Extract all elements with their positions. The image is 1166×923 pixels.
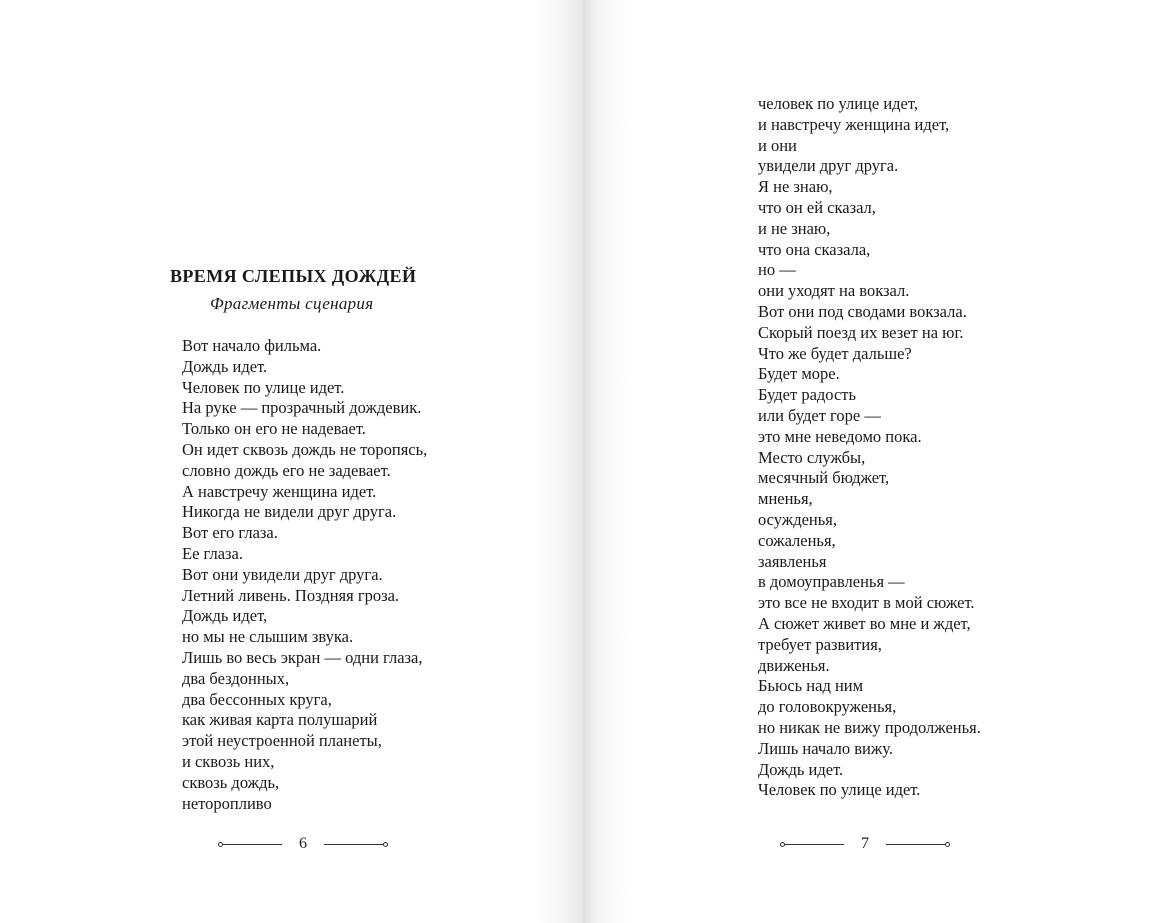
verse-line: Никогда не видели друг друга. <box>182 502 397 522</box>
verse-line: На руке — прозрачный дождевик. <box>182 398 422 418</box>
verse-line: сожаленья, <box>758 530 836 550</box>
verse-line: что он ей сказал, <box>758 197 876 217</box>
page-number: 6 <box>299 835 307 852</box>
verse-line: они уходят на вокзал. <box>758 281 910 301</box>
verse-line: человек по улице идет, <box>758 94 918 113</box>
verse-line: Место службы, <box>758 447 866 467</box>
verse-line: Человек по улице идет. <box>758 780 921 800</box>
verse-line: Лишь начало вижу. <box>758 738 893 758</box>
verse-line: что она сказала, <box>758 239 871 259</box>
verse-line: сквозь дождь, <box>182 772 280 792</box>
verse-line: и сквозь них, <box>182 751 275 771</box>
verse-line: Лишь во весь экран — одни глаза, <box>182 647 423 667</box>
verse-line: месячный бюджет, <box>758 468 890 488</box>
verse-line: Что же будет дальше? <box>758 343 912 363</box>
verse-line: два бессонных круга, <box>182 689 332 709</box>
verse-line: Будет радость <box>758 385 857 405</box>
verse-line: Будет море. <box>758 364 840 384</box>
verse-line: и они <box>758 135 797 155</box>
verse-line: неторопливо <box>182 793 272 813</box>
verse-line: Дождь идет. <box>758 759 844 779</box>
verse-line: Дождь идет. <box>182 356 268 376</box>
page-footer <box>780 834 950 854</box>
verse-line: до головокруженья, <box>758 697 897 717</box>
verse-line: как живая карта полушарий <box>182 710 378 730</box>
ornament-right <box>886 842 950 847</box>
verse-line: Вот его глаза. <box>182 523 278 543</box>
right-page <box>583 0 1166 923</box>
verse-line: Он идет сквозь дождь не торопясь, <box>182 439 428 459</box>
verse-line: Ее глаза. <box>182 543 243 563</box>
verse-line: этой неустроенной планеты, <box>182 731 382 751</box>
verse-line: но — <box>758 260 796 280</box>
verse-line: но никак не вижу продолженья. <box>758 717 981 737</box>
verse-line: Дождь идет, <box>182 606 268 626</box>
poem-title: ВРЕМЯ СЛЕПЫХ ДОЖДЕЙ <box>170 266 417 286</box>
verse-line: Скорый поезд их везет на юг. <box>758 322 964 342</box>
verse-line: Бьюсь над ним <box>758 676 864 696</box>
page-footer <box>218 834 388 854</box>
verse-line: и не знаю, <box>758 218 831 238</box>
verse-line: увидели друг друга. <box>758 156 899 176</box>
verse-line: Только он его не надевает. <box>182 419 366 439</box>
verse-line: это все не входит в мой сюжет. <box>758 593 975 613</box>
verse-line: но мы не слышим звука. <box>182 627 354 647</box>
verse-line: Летний ливень. Поздняя гроза. <box>182 585 400 605</box>
verse-line: мненья, <box>758 489 813 509</box>
verse-line: требует развития, <box>758 634 882 654</box>
page-number: 7 <box>861 835 869 852</box>
verse-line: осужденья, <box>758 509 837 529</box>
verse-line: в домоуправленья — <box>758 572 905 592</box>
verse-line: движенья. <box>758 655 830 675</box>
verse-line: Вот они увидели друг друга. <box>182 564 383 584</box>
verse-line: словно дождь его не задевает. <box>182 460 391 480</box>
ornament-right <box>324 842 388 847</box>
verse-line: А навстречу женщина идет. <box>182 481 377 501</box>
verse-line: А сюжет живет во мне и ждет, <box>758 613 971 633</box>
verse-line: это мне неведомо пока. <box>758 426 922 446</box>
verse-line: Вот начало фильма. <box>182 336 322 355</box>
verse-line: и навстречу женщина идет, <box>758 114 950 134</box>
right-verse <box>758 94 981 801</box>
verse-line: два бездонных, <box>182 668 290 688</box>
left-verse <box>182 336 427 814</box>
verse-line: Я не знаю, <box>758 177 833 197</box>
verse-line: Вот они под сводами вокзала. <box>758 301 967 321</box>
ornament-left <box>218 842 282 847</box>
verse-line: Человек по улице идет. <box>182 377 345 397</box>
poem-subtitle: Фрагменты сценария <box>210 294 374 313</box>
verse-line: или будет горе — <box>758 405 881 425</box>
verse-line: заявленья <box>758 551 827 571</box>
ornament-left <box>780 842 844 847</box>
